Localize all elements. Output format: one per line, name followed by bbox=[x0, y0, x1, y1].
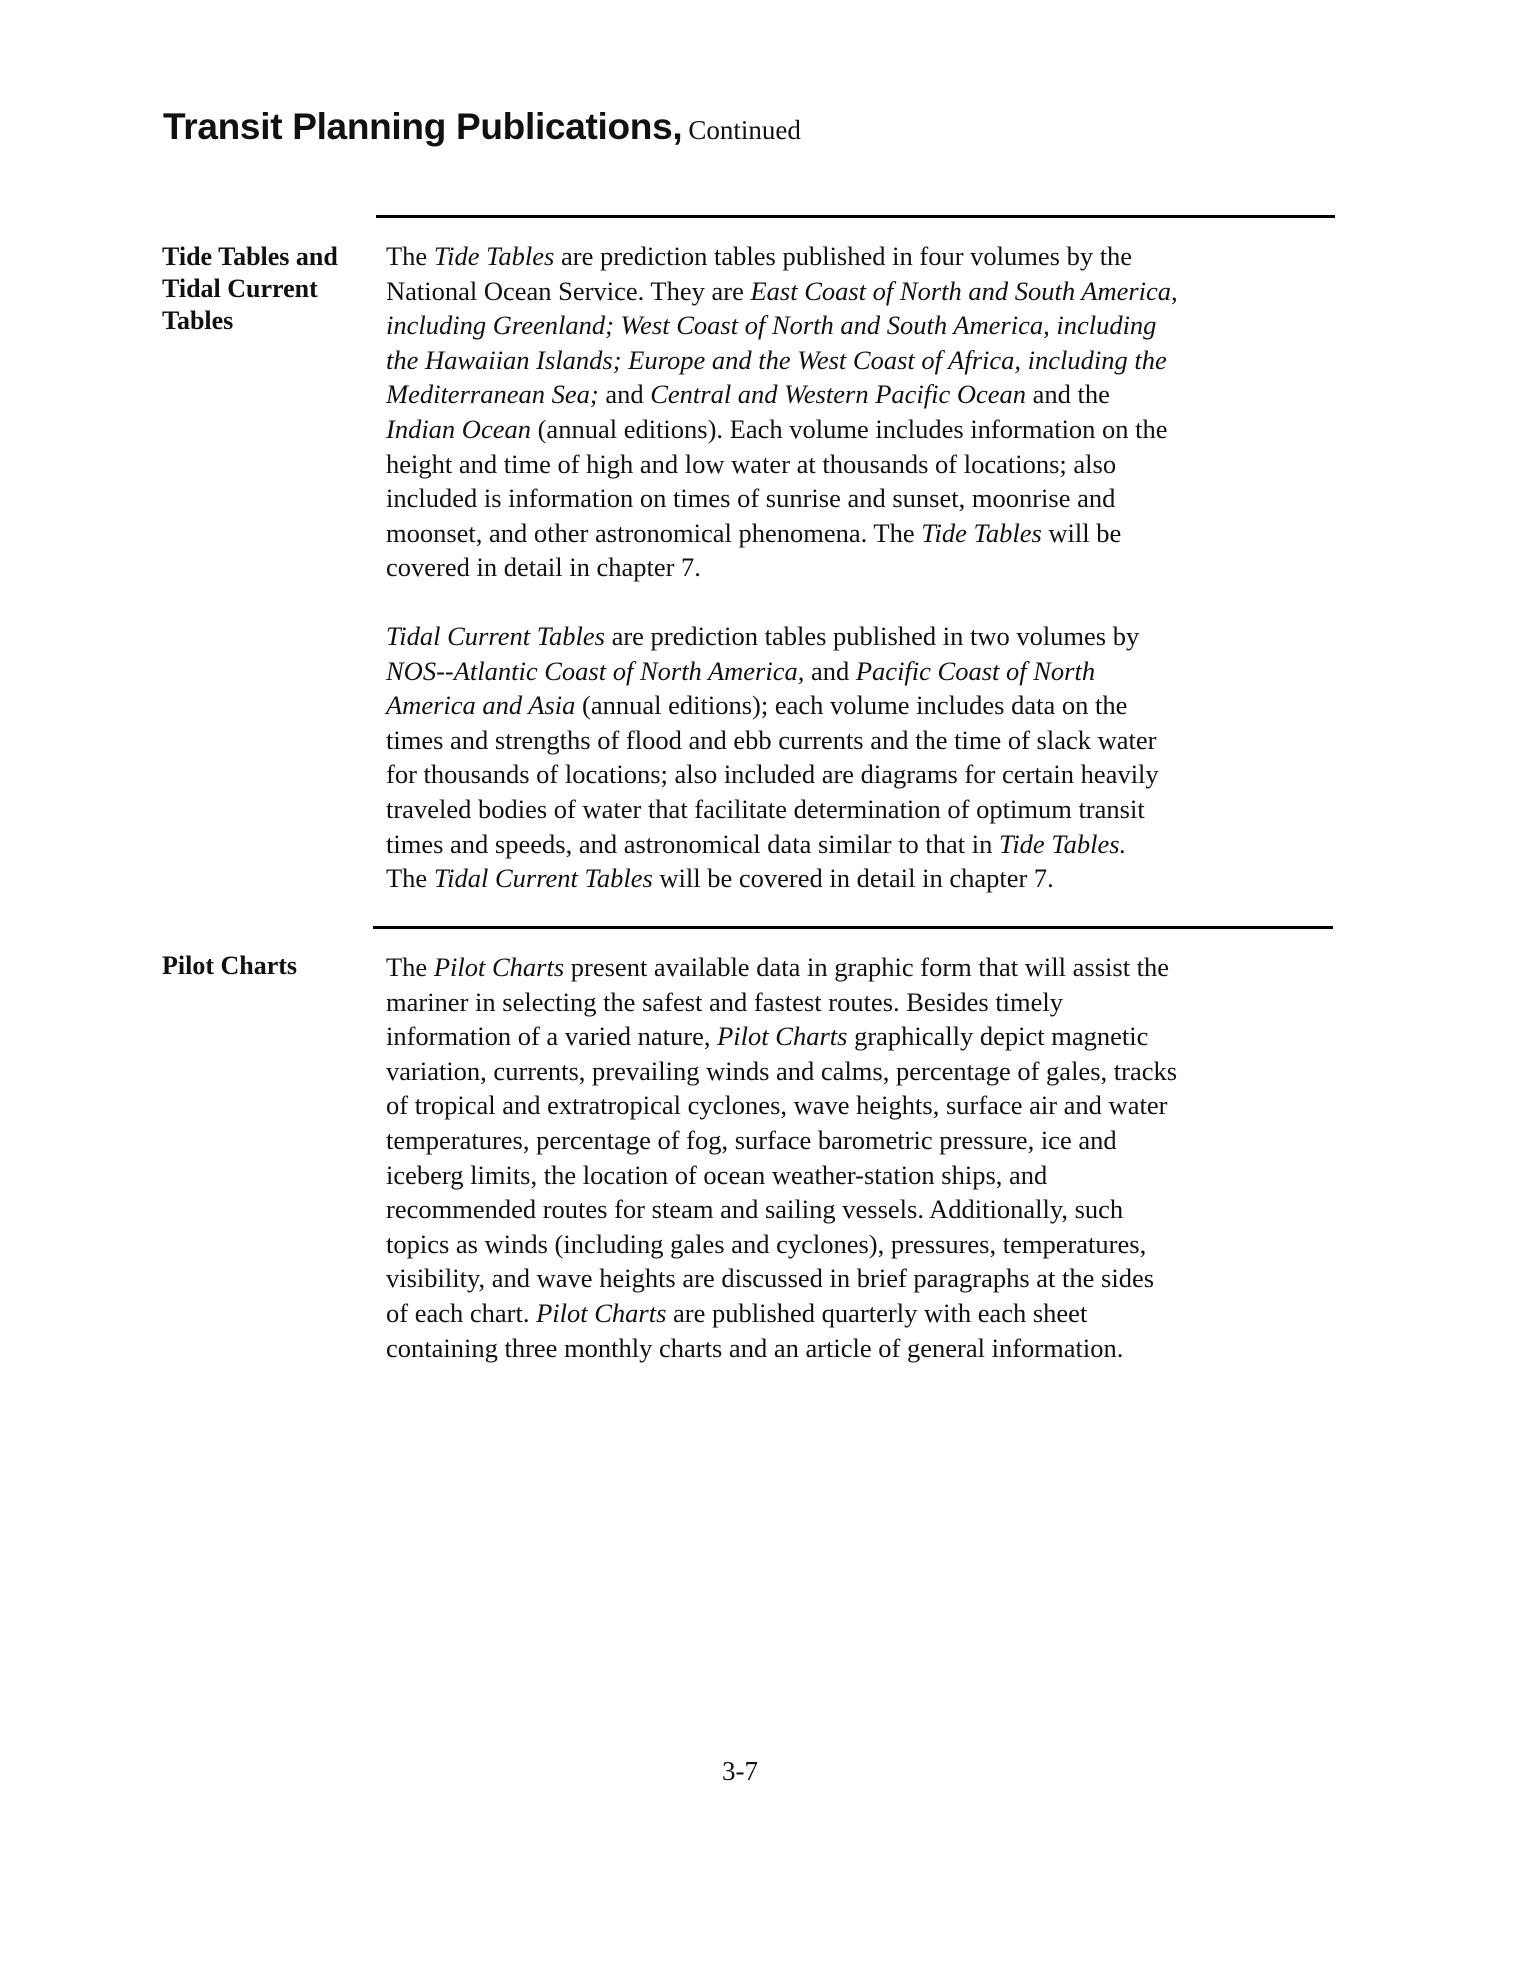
text-run: of tropical and extratropical cyclones, wave heights, surface air and water bbox=[386, 1090, 1168, 1121]
italic-title: including Greenland; West Coast of North and South America, including bbox=[386, 310, 1157, 341]
text-run: and the bbox=[1026, 379, 1110, 410]
tide-tables-paragraph bbox=[386, 239, 1178, 585]
page-title-main: Transit Planning Publications, bbox=[163, 106, 683, 147]
text-run: The bbox=[386, 952, 434, 982]
text-line bbox=[386, 308, 1178, 343]
italic-title: Indian Ocean bbox=[386, 413, 531, 444]
text-line bbox=[386, 1227, 1177, 1262]
text-line bbox=[386, 447, 1178, 482]
text-run: recommended routes for steam and sailing vessels. Additionally, such bbox=[386, 1194, 1124, 1225]
text-line bbox=[386, 757, 1159, 792]
text-run: and bbox=[598, 379, 651, 410]
text-run: are prediction tables published in four volumes by the bbox=[554, 241, 1133, 271]
page-number: 3-7 bbox=[722, 1756, 758, 1786]
text-line bbox=[386, 516, 1178, 551]
text-run: height and time of high and low water at thousands of locations; also bbox=[386, 448, 1117, 479]
text-run: times and speeds, and astronomical data similar to that in bbox=[386, 828, 1000, 859]
text-line bbox=[386, 619, 1159, 654]
italic-title: Tidal Current Tables bbox=[386, 621, 605, 651]
text-run: National Ocean Service. They are bbox=[386, 275, 751, 306]
text-run: topics as winds (including gales and cyclones), pressures, temperatures, bbox=[386, 1228, 1147, 1259]
tidal-current-tables-paragraph bbox=[386, 619, 1159, 896]
text-line bbox=[386, 827, 1159, 862]
section-label-line: Tide Tables and bbox=[162, 242, 338, 271]
section-divider bbox=[373, 926, 1333, 929]
text-line bbox=[386, 481, 1178, 516]
section-label-line: Pilot Charts bbox=[162, 951, 298, 980]
text-run: for thousands of locations; also included are diagrams for certain heavily bbox=[386, 759, 1159, 790]
text-line bbox=[386, 1192, 1177, 1227]
text-run: mariner in selecting the safest and fastest routes. Besides timely bbox=[386, 986, 1064, 1017]
text-line bbox=[386, 550, 1178, 585]
text-line bbox=[386, 1331, 1177, 1366]
text-line bbox=[386, 412, 1178, 447]
page-title-continued: Continued bbox=[688, 115, 801, 145]
italic-title: Mediterranean Sea; bbox=[386, 379, 599, 410]
text-line bbox=[386, 1019, 1177, 1054]
text-run: will be covered in detail in chapter 7. bbox=[652, 863, 1054, 894]
text-line bbox=[386, 1088, 1177, 1123]
text-run: are prediction tables published in two volumes by bbox=[604, 621, 1140, 651]
italic-title: Pacific Coast of North bbox=[855, 655, 1096, 686]
text-run: moonset, and other astronomical phenomena. The bbox=[386, 517, 922, 548]
italic-title: East Coast of North and South America, bbox=[750, 275, 1178, 306]
text-line bbox=[386, 985, 1177, 1020]
italic-title: Pilot Charts bbox=[433, 952, 565, 982]
pilot-charts-paragraph bbox=[386, 950, 1177, 1365]
section-label-line: Tables bbox=[162, 306, 234, 335]
italic-title: Tide Tables bbox=[433, 241, 555, 271]
text-run: covered in detail in chapter 7. bbox=[386, 552, 701, 583]
italic-title: Tide Tables. bbox=[999, 828, 1127, 859]
section-label-tide-tables bbox=[162, 241, 338, 337]
text-run: visibility, and wave heights are discussed in brief paragraphs at the sides bbox=[386, 1263, 1155, 1294]
text-line bbox=[386, 343, 1178, 378]
text-run: traveled bodies of water that facilitate determination of optimum transit bbox=[386, 793, 1145, 824]
text-run: and bbox=[804, 655, 856, 686]
text-line bbox=[386, 792, 1159, 827]
text-line bbox=[386, 1158, 1177, 1193]
italic-title: Tide Tables bbox=[921, 517, 1042, 548]
text-run: containing three monthly charts and an article of general information. bbox=[386, 1332, 1124, 1363]
text-run: variation, currents, prevailing winds and calms, percentage of gales, tracks bbox=[386, 1055, 1178, 1086]
text-run: times and strengths of flood and ebb currents and the time of slack water bbox=[386, 724, 1157, 755]
italic-title: Pilot Charts bbox=[536, 1297, 667, 1328]
text-run: are published quarterly with each sheet bbox=[666, 1297, 1088, 1328]
text-line bbox=[386, 274, 1178, 309]
section-label-pilot-charts bbox=[162, 950, 297, 982]
text-line bbox=[386, 723, 1159, 758]
text-run: will be bbox=[1041, 517, 1122, 548]
italic-title: NOS--Atlantic Coast of North America, bbox=[386, 655, 805, 686]
text-line bbox=[386, 654, 1159, 689]
text-run: temperatures, percentage of fog, surface barometric pressure, ice and bbox=[386, 1124, 1117, 1155]
section-divider-top bbox=[376, 215, 1335, 218]
text-line bbox=[386, 377, 1178, 412]
text-line bbox=[386, 239, 1178, 274]
text-line bbox=[386, 1123, 1177, 1158]
italic-title: America and Asia bbox=[386, 690, 576, 721]
text-line bbox=[386, 1261, 1177, 1296]
text-run: (annual editions); each volume includes data on the bbox=[575, 690, 1128, 721]
italic-title: Central and Western Pacific Ocean bbox=[650, 379, 1027, 410]
text-run: (annual editions). Each volume includes information on the bbox=[530, 413, 1168, 444]
italic-title: Pilot Charts bbox=[717, 1021, 848, 1052]
text-run: iceberg limits, the location of ocean weather-station ships, and bbox=[386, 1159, 1048, 1190]
text-run: The bbox=[386, 863, 434, 894]
italic-title: the Hawaiian Islands; Europe and the West Coast of Africa, including the bbox=[386, 344, 1167, 375]
page-title bbox=[163, 106, 801, 148]
text-run: The bbox=[386, 241, 434, 271]
text-line bbox=[386, 688, 1159, 723]
text-run: information of a varied nature, bbox=[386, 1021, 718, 1052]
text-line bbox=[386, 950, 1177, 985]
text-line bbox=[386, 1054, 1177, 1089]
text-line bbox=[386, 1296, 1177, 1331]
text-run: graphically depict magnetic bbox=[847, 1021, 1149, 1052]
text-run: of each chart. bbox=[386, 1297, 537, 1328]
section-label-line: Tidal Current bbox=[162, 274, 318, 303]
text-run: included is information on times of sunrise and sunset, moonrise and bbox=[386, 483, 1116, 514]
text-run: present available data in graphic form that will assist the bbox=[564, 952, 1170, 982]
text-line bbox=[386, 861, 1159, 896]
italic-title: Tidal Current Tables bbox=[433, 863, 653, 894]
